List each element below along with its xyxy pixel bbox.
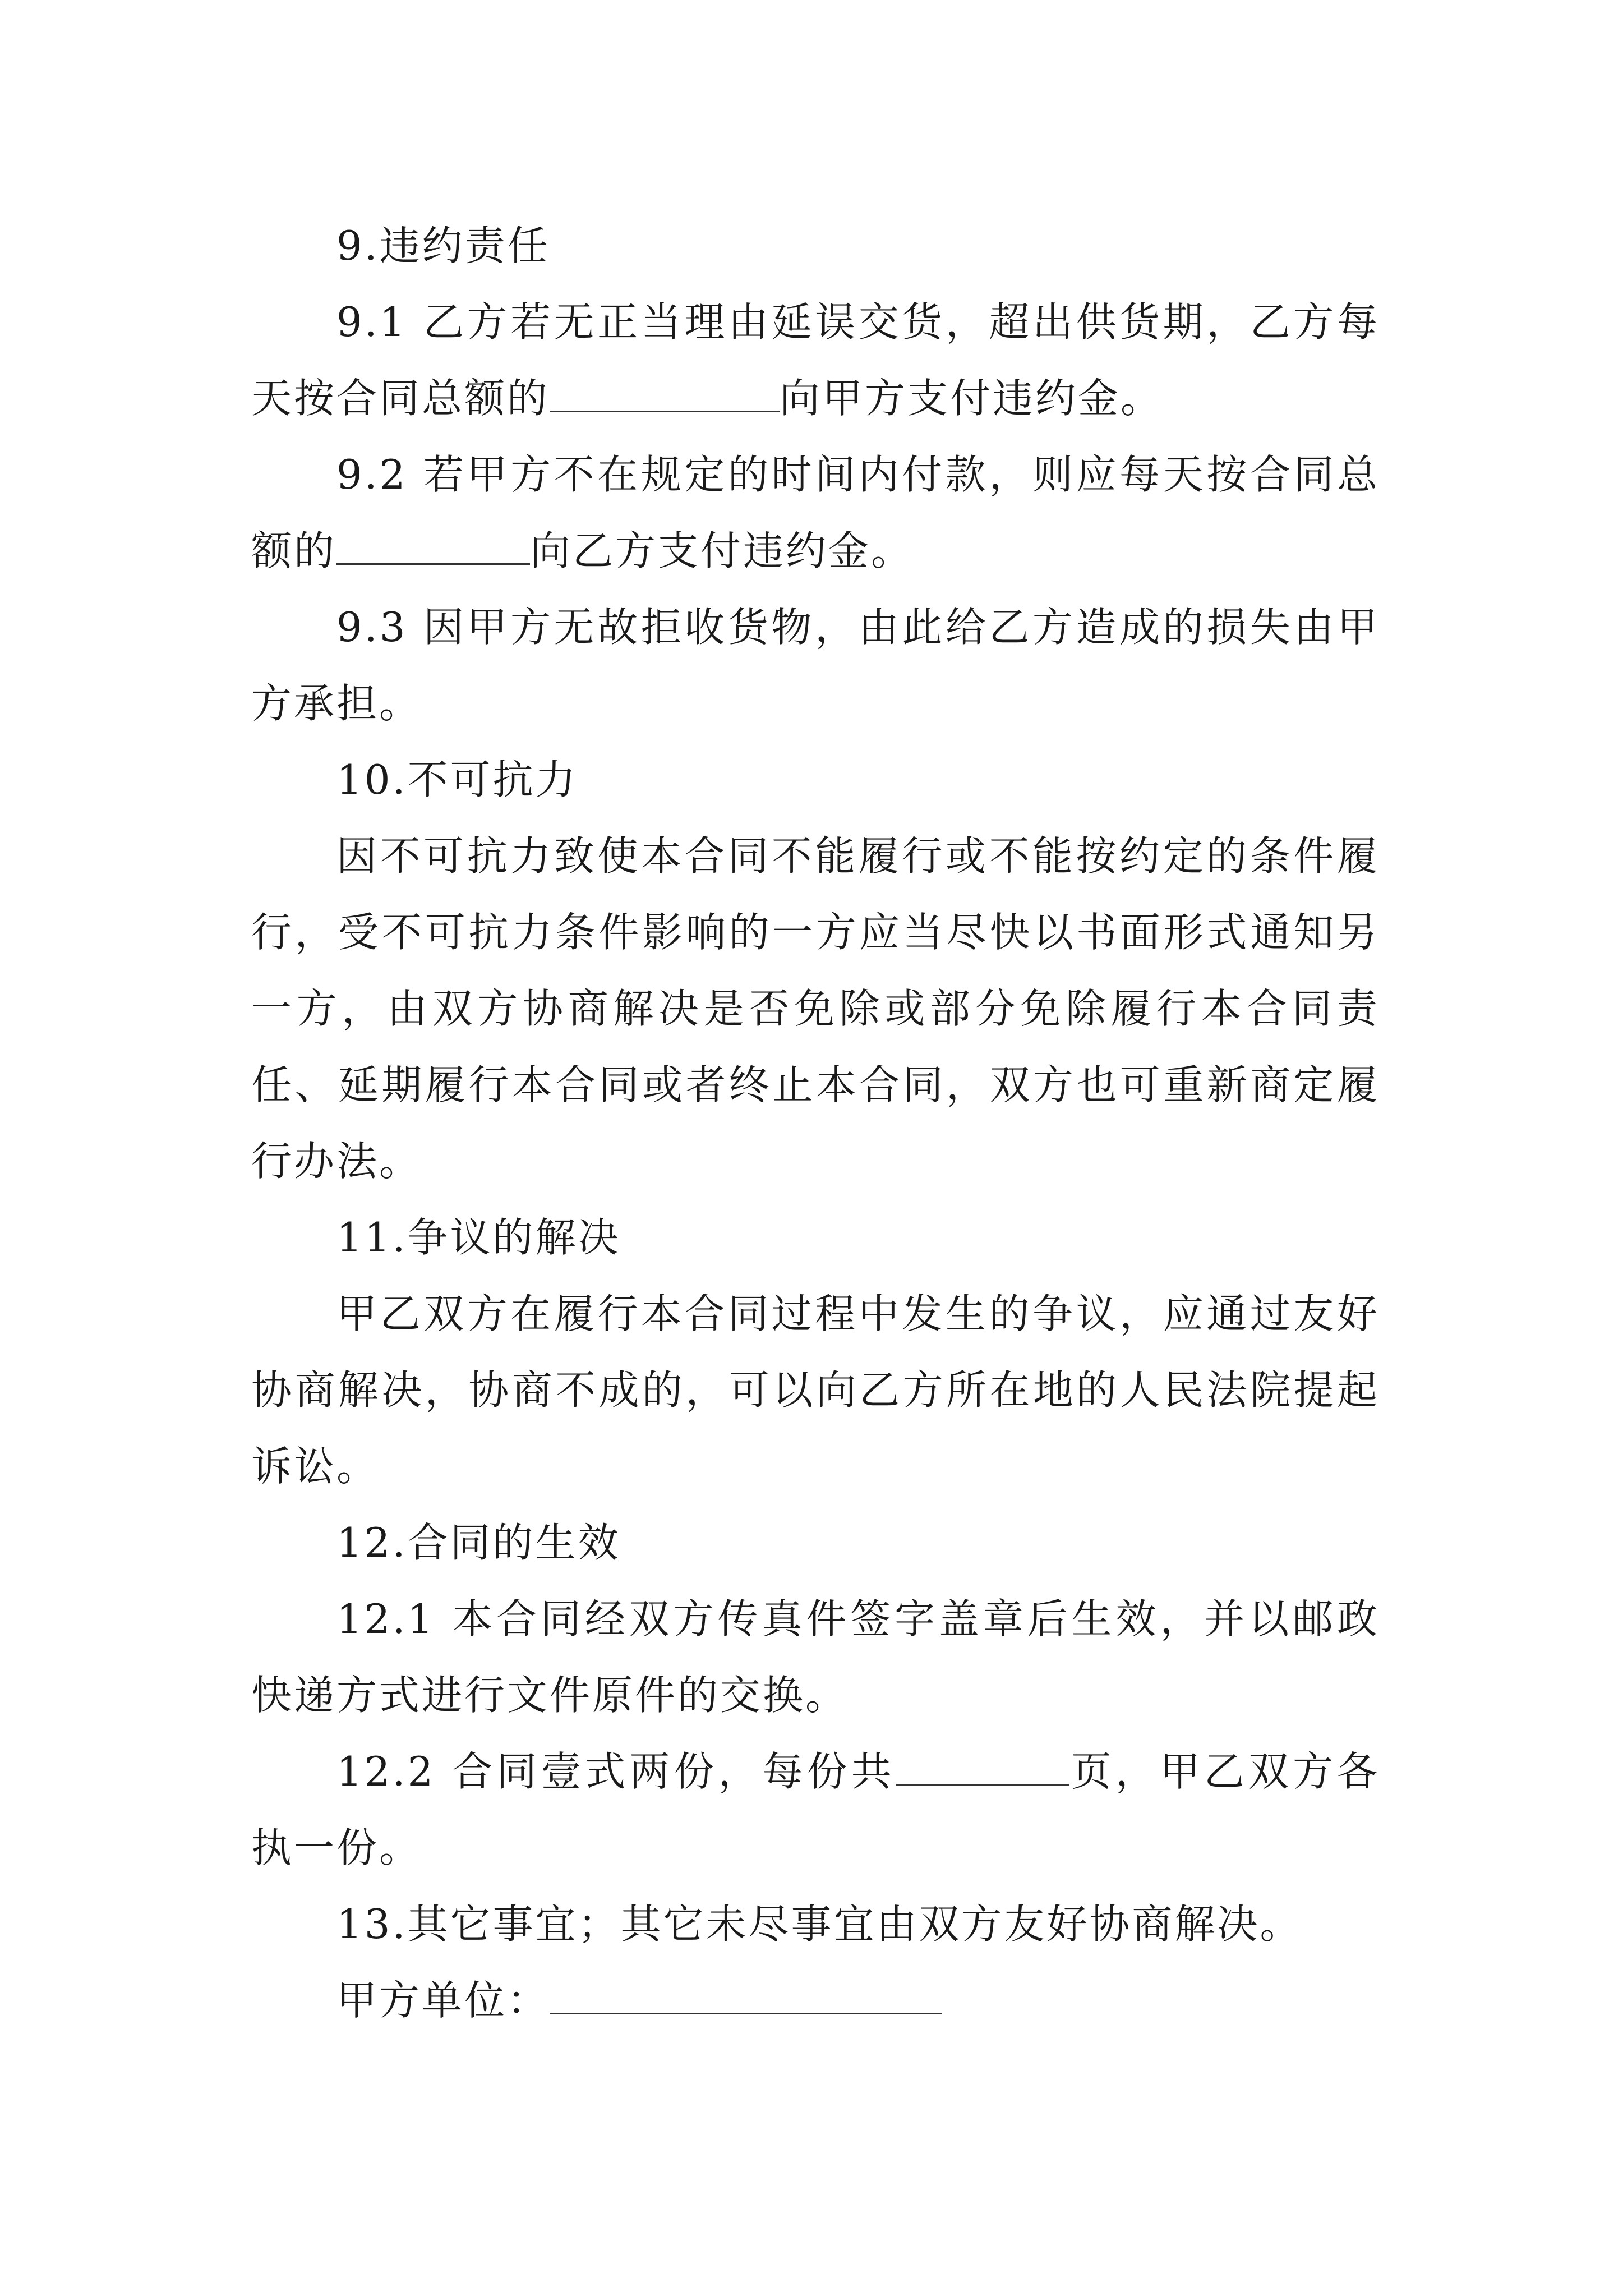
section-13-line: 13.其它事宜；其它未尽事宜由双方友好协商解决。 <box>336 1901 1303 1948</box>
blank-field-9-1[interactable] <box>550 375 780 412</box>
section-11-body: 甲乙双方在履行本合同过程中发生的争议，应通过友好协商解决，协商不成的，可以向乙方所在地的人民法院提起诉讼。 <box>251 1290 1380 1490</box>
clause-9-1 <box>251 284 1380 436</box>
clause-9-2 <box>251 436 1380 589</box>
clause-12-2-text-before: 12.2 合同壹式两份，每份共 <box>336 1748 896 1795</box>
clause-9-3: 9.3 因甲方无故拒收货物，由此给乙方造成的损失由甲方承担。 <box>251 604 1380 727</box>
section-11-heading: 11.争议的解决 <box>336 1214 621 1261</box>
clause-12-2-text-after: 页，甲乙双方各执一份。 <box>251 1748 1380 1871</box>
clause-12-1: 12.1 本合同经双方传真件签字盖章后生效，并以邮政快递方式进行文件原件的交换。 <box>251 1595 1380 1719</box>
section-10-heading: 10.不可抗力 <box>336 756 578 803</box>
section-9-heading: 9.违约责任 <box>336 222 550 269</box>
clause-9-1-text-before: 9.1 乙方若无正当理由延误交货，超出供货期，乙方每天按合同总额的 <box>251 298 1380 422</box>
clause-12-2 <box>251 1733 1380 1886</box>
contract-body <box>251 208 1380 2039</box>
section-10-body: 因不可抗力致使本合同不能履行或不能按约定的条件履行，受不可抗力条件影响的一方应当尽快以书面形式通知另一方，由双方协商解决是否免除或部分免除履行本合同责任、延期履行本合同或者终止本合同，双方也可重新商定履行办法。 <box>251 832 1380 1185</box>
clause-9-1-text-after: 向甲方支付违约金。 <box>780 375 1164 422</box>
party-a-label: 甲方单位： <box>336 1977 550 2024</box>
clause-9-2-text-after: 向乙方支付违约金。 <box>530 527 914 574</box>
clause-9-2-text-before: 9.2 若甲方不在规定的时间内付款，则应每天按合同总额的 <box>251 451 1380 574</box>
party-a-line <box>251 1962 1380 2039</box>
party-a-blank-field[interactable] <box>550 1977 942 2014</box>
blank-field-9-2[interactable] <box>336 527 530 565</box>
blank-field-pages[interactable] <box>896 1748 1069 1786</box>
section-12-heading: 12.合同的生效 <box>336 1519 621 1566</box>
